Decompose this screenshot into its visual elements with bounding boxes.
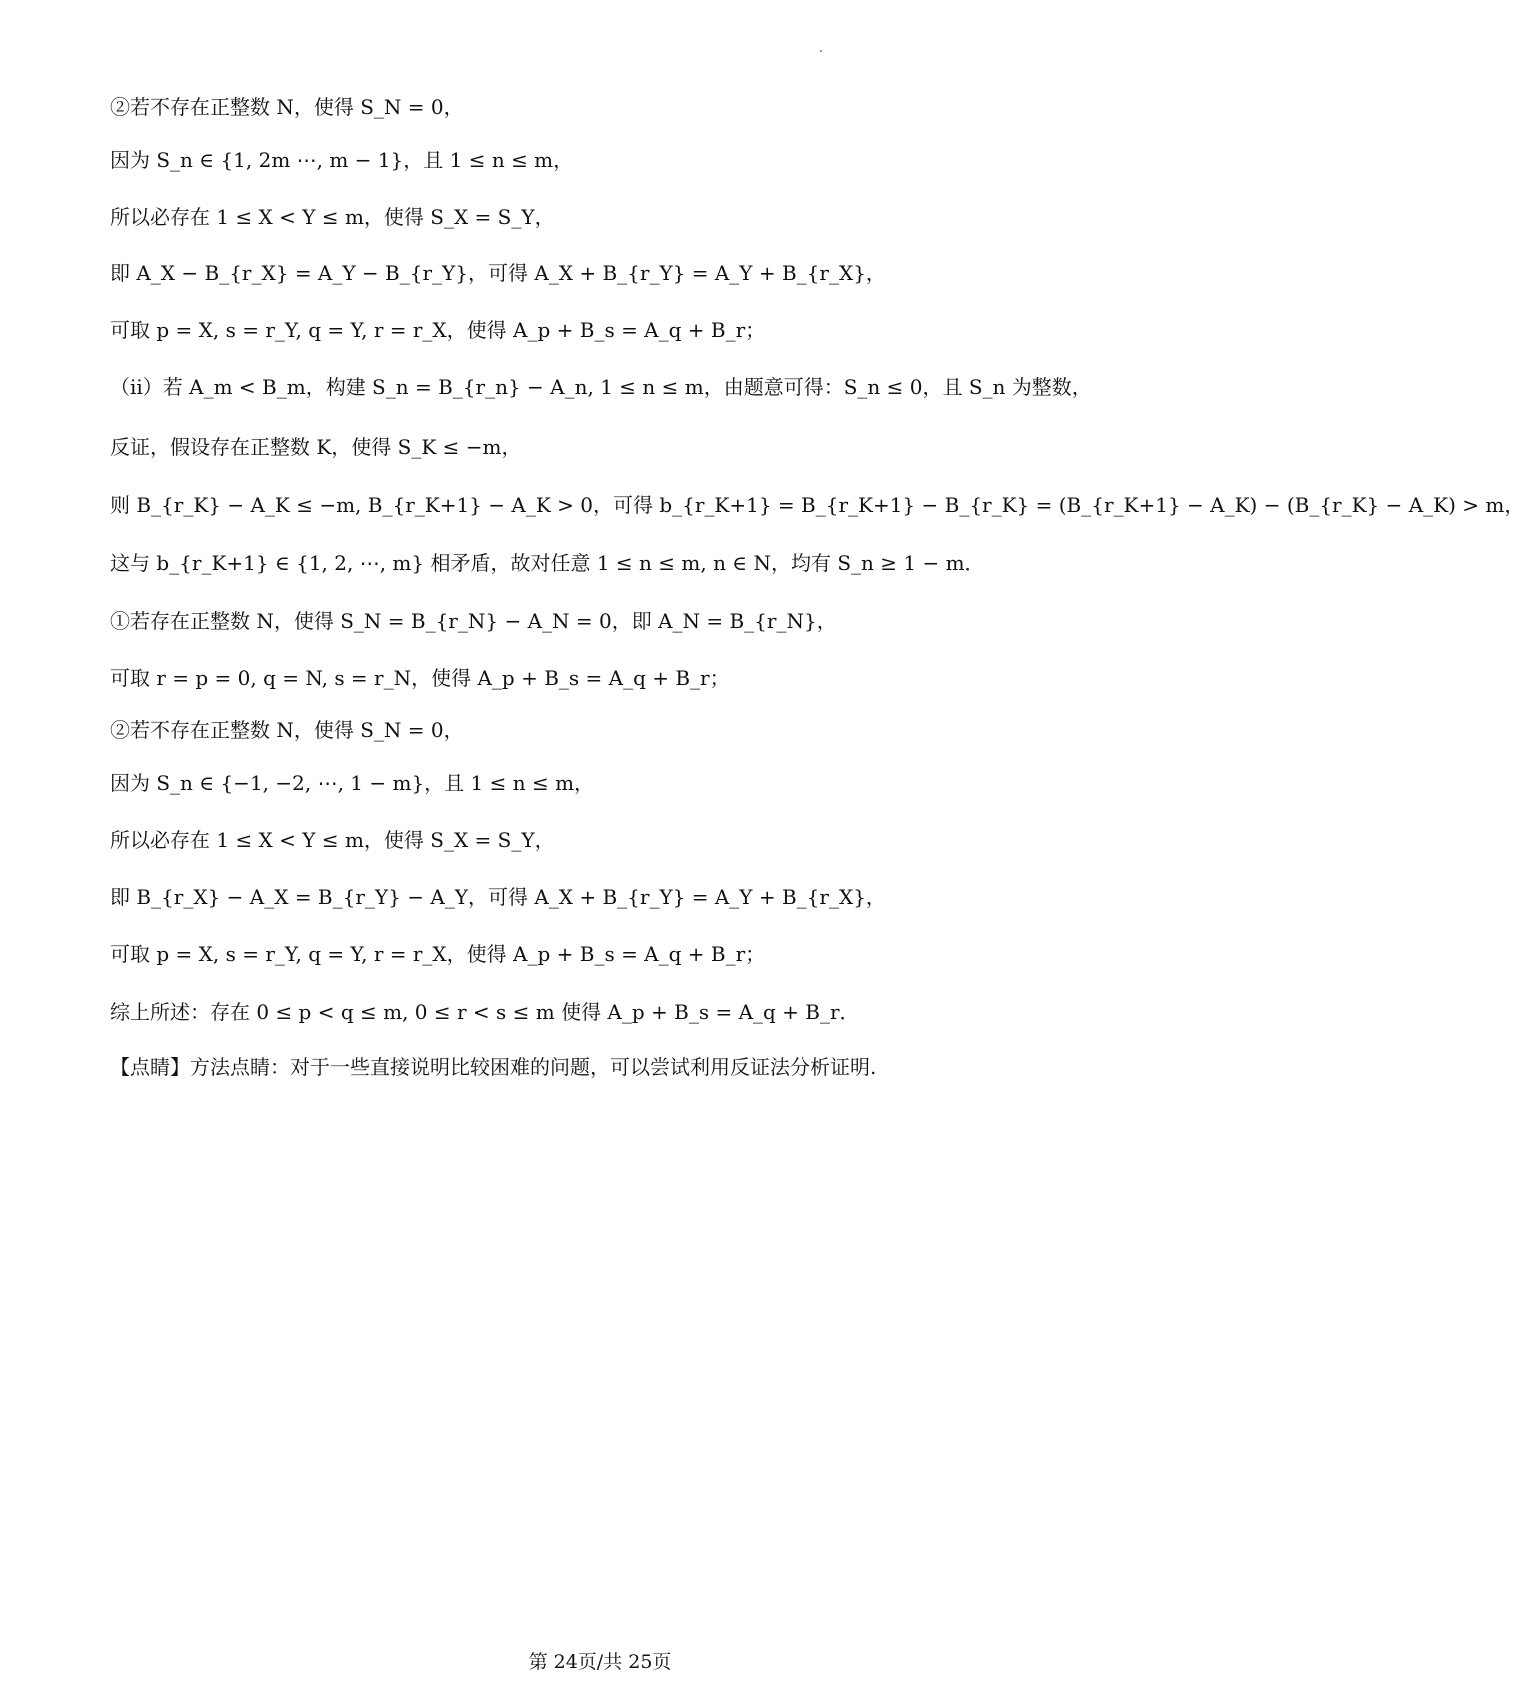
text-line: 因为 S_n ∈ {1, 2m ⋯, m − 1}，且 1 ≤ n ≤ m，	[110, 148, 574, 172]
text-line: 综上所述：存在 0 ≤ p < q ≤ m, 0 ≤ r < s ≤ m 使得 A_p + B_s = A_q + B_r．	[110, 1000, 860, 1024]
text-line: ②若不存在正整数 N，使得 S_N = 0，	[110, 95, 464, 119]
text-line: 即 A_X − B_{r_X} = A_Y − B_{r_Y}，可得 A_X + B_{r_Y} = A_Y + B_{r_X}，	[110, 261, 886, 285]
text-line: ②若不存在正整数 N，使得 S_N = 0，	[110, 718, 464, 742]
text-line: 可取 r = p = 0, q = N, s = r_N，使得 A_p + B_s = A_q + B_r；	[110, 666, 730, 690]
text-line: 所以必存在 1 ≤ X < Y ≤ m，使得 S_X = S_Y，	[110, 828, 555, 852]
page-footer: 第 24页/共 25页	[528, 1651, 672, 1673]
text-line: 可取 p = X, s = r_Y, q = Y, r = r_X，使得 A_p + B_s = A_q + B_r；	[110, 318, 766, 342]
text-line: 即 B_{r_X} − A_X = B_{r_Y} − A_Y，可得 A_X + B_{r_Y} = A_Y + B_{r_X}，	[110, 885, 886, 909]
text-line: 则 B_{r_K} − A_K ≤ −m, B_{r_K+1} − A_K > 0，可得 b_{r_K+1} = B_{r_K+1} − B_{r_K} = (B_{r_K+1} − A_K) − (B_{r_K} − A_K) > m，	[110, 493, 1524, 517]
text-line: 因为 S_n ∈ {−1, −2, ⋯, 1 − m}，且 1 ≤ n ≤ m，	[110, 771, 595, 795]
text-line: 反证，假设存在正整数 K，使得 S_K ≤ −m，	[110, 435, 522, 459]
text-line: （ii）若 A_m < B_m，构建 S_n = B_{r_n} − A_n, 1 ≤ n ≤ m，由题意可得：S_n ≤ 0，且 S_n 为整数，	[110, 375, 1092, 399]
scan-dot	[820, 50, 822, 52]
text-line: 【点睛】方法点睛：对于一些直接说明比较困难的问题，可以尝试利用反证法分析证明.	[110, 1055, 877, 1079]
text-line: 可取 p = X, s = r_Y, q = Y, r = r_X，使得 A_p + B_s = A_q + B_r；	[110, 942, 766, 966]
text-line: 这与 b_{r_K+1} ∈ {1, 2, ⋯, m} 相矛盾，故对任意 1 ≤ n ≤ m, n ∈ N，均有 S_n ≥ 1 − m．	[110, 551, 985, 575]
text-line: 所以必存在 1 ≤ X < Y ≤ m，使得 S_X = S_Y，	[110, 205, 555, 229]
text-line: ①若存在正整数 N，使得 S_N = B_{r_N} − A_N = 0，即 A_N = B_{r_N}，	[110, 609, 837, 633]
